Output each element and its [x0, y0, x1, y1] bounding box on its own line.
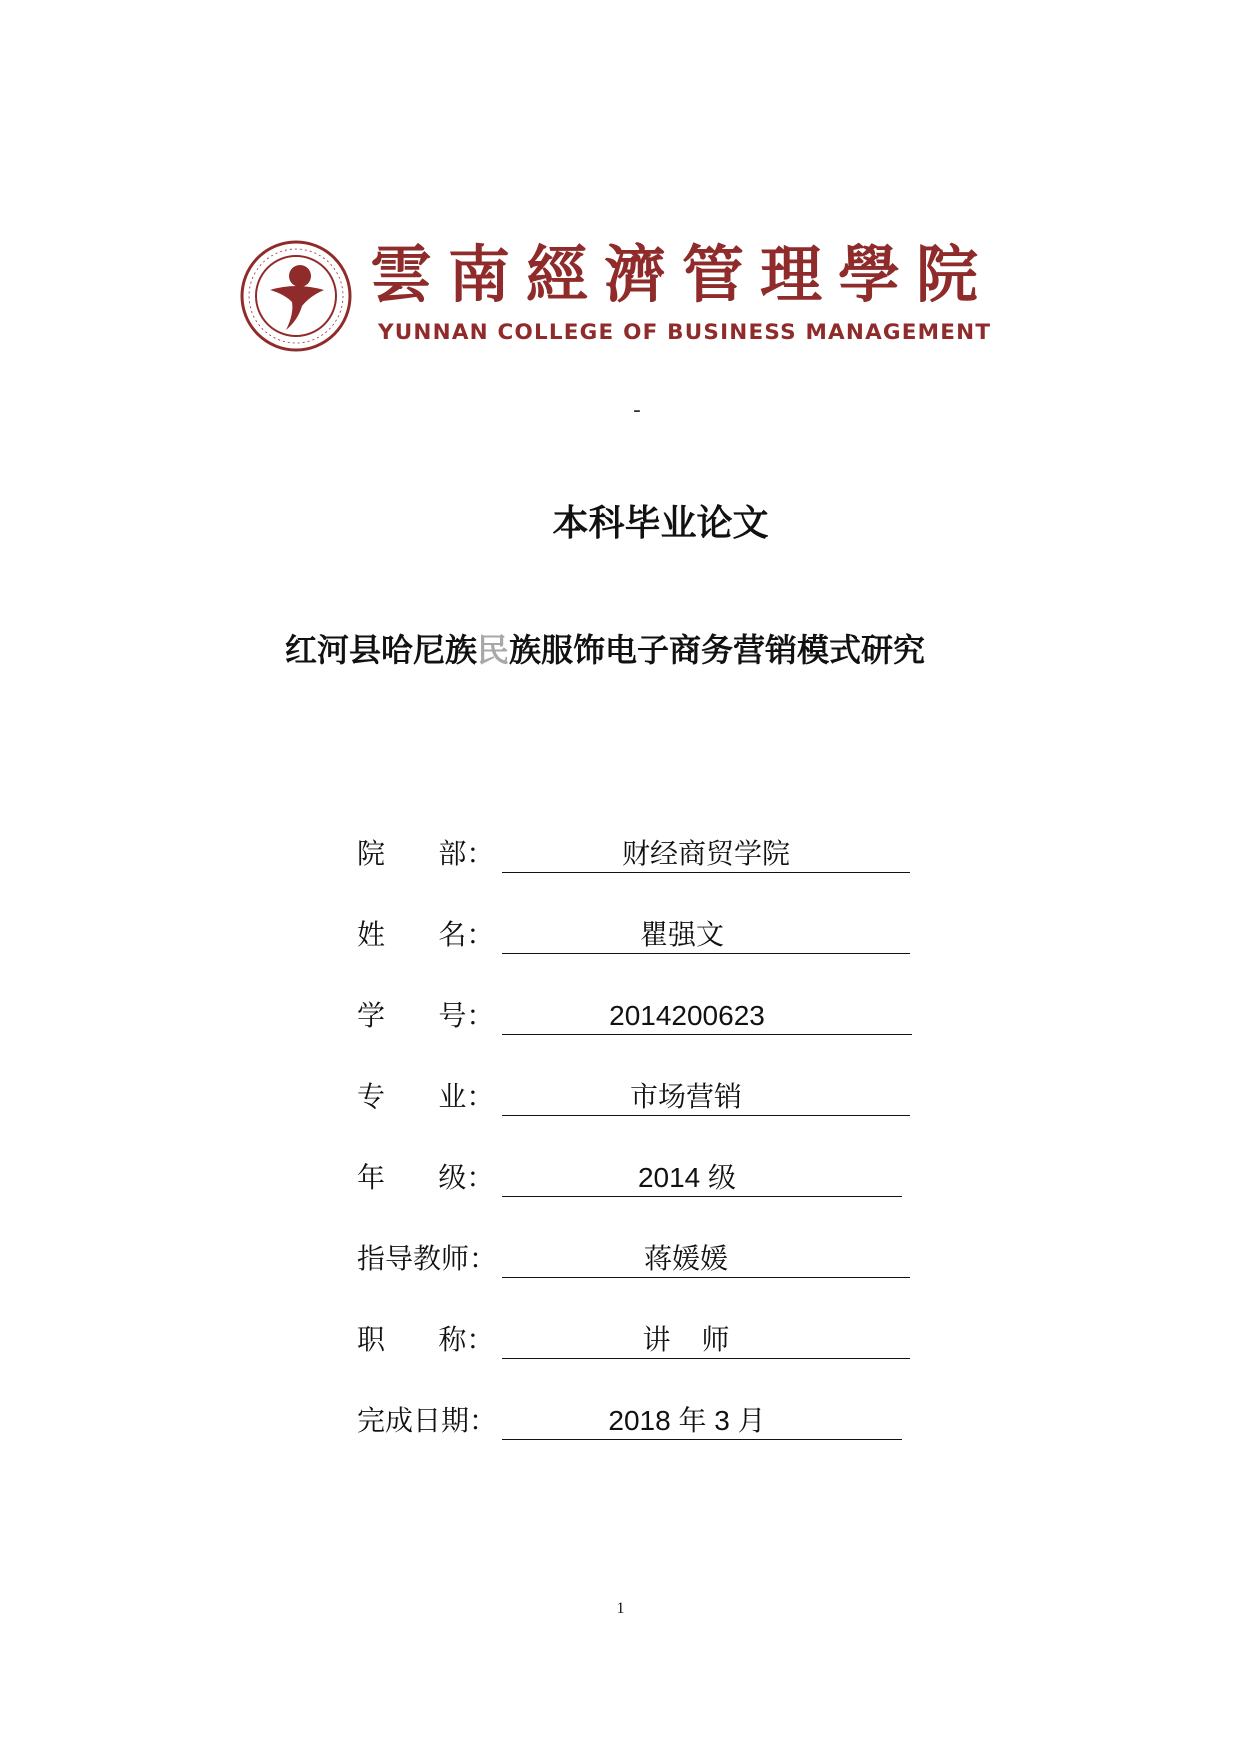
separator-dash: -: [633, 398, 641, 423]
info-label: 姓 名：: [357, 918, 495, 951]
info-row-completion-date: [357, 1401, 917, 1441]
info-field-underline: [502, 1320, 910, 1359]
school-logo: [240, 240, 1020, 350]
info-field-underline: [502, 1158, 902, 1197]
info-label: 院 部：: [357, 837, 495, 870]
info-field-underline: [502, 1401, 902, 1440]
info-value: 蒋媛媛: [643, 1243, 728, 1274]
info-row-major: [357, 1077, 917, 1117]
info-label: 完成日期：: [357, 1404, 498, 1437]
info-value: 2018 年 3 月: [608, 1405, 766, 1436]
thesis-title: [285, 625, 925, 671]
info-row-title: [357, 1320, 917, 1360]
info-row-department: [357, 834, 917, 874]
thesis-title-part-2: 族服饰电子商务营销模式研究: [509, 631, 926, 669]
info-value: 财经商贸学院: [621, 838, 790, 869]
info-label: 年 级：: [357, 1161, 495, 1194]
info-label: 学 号：: [357, 999, 495, 1032]
info-field-underline: [502, 996, 912, 1035]
thesis-title-part-1: 红河县哈尼族: [285, 631, 478, 669]
info-label: 指导教师：: [357, 1242, 498, 1275]
info-field-underline: [502, 834, 910, 873]
info-value: 瞿强文: [639, 919, 724, 950]
school-seal-icon: [240, 240, 352, 352]
info-value: 讲 师: [642, 1324, 730, 1355]
degree-title: 本科毕业论文: [552, 503, 769, 544]
info-label: 职 称：: [357, 1323, 495, 1356]
info-field-underline: [502, 915, 910, 954]
info-value: 2014200623: [609, 1000, 765, 1031]
info-value: 2014 级: [637, 1162, 737, 1193]
info-value: 市场营销: [629, 1081, 742, 1112]
info-row-grade: [357, 1158, 917, 1198]
info-field-underline: [502, 1077, 910, 1116]
thesis-title-highlight: 民: [477, 631, 510, 669]
info-field-underline: [502, 1239, 910, 1278]
info-row-student-id: [357, 996, 917, 1036]
school-name-english: YUNNAN COLLEGE OF BUSINESS MANAGEMENT: [378, 320, 992, 345]
school-name-chinese: 雲南經濟管理學院: [370, 238, 995, 311]
info-row-advisor: [357, 1239, 917, 1279]
page-number: 1: [616, 1600, 625, 1617]
info-row-name: [357, 915, 917, 955]
info-label: 专 业：: [357, 1080, 495, 1113]
